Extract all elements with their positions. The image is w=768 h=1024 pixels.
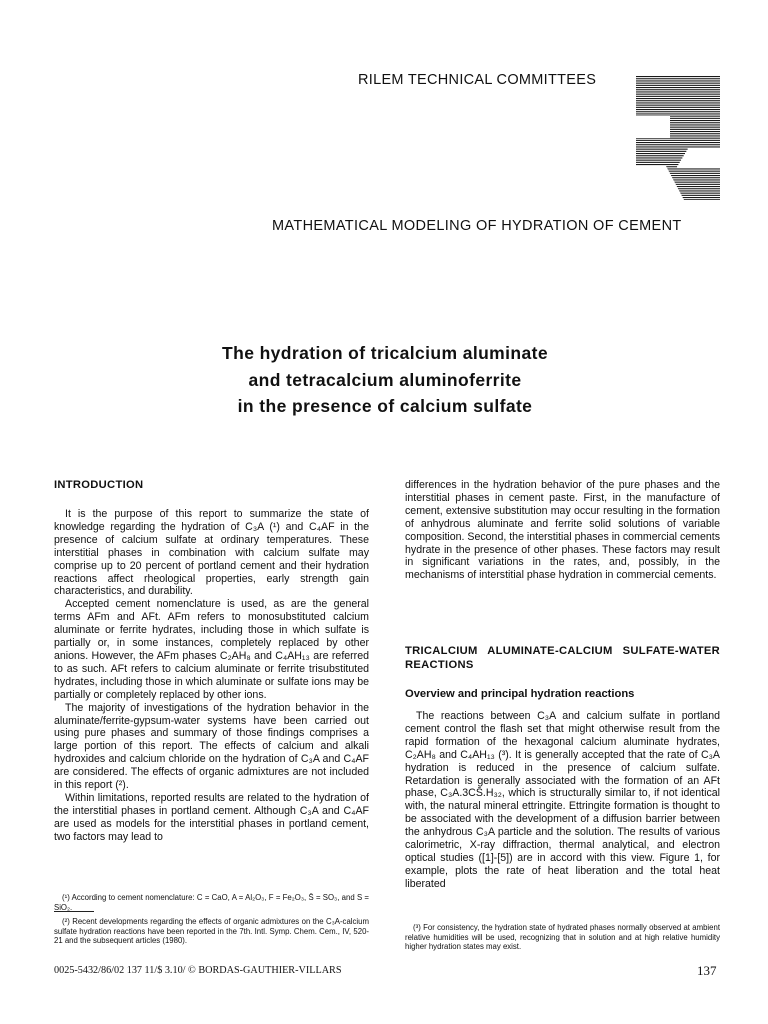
right-column-intro (405, 479, 720, 582)
right-footnotes (405, 923, 720, 952)
left-column-body (54, 508, 369, 844)
right-column-body (405, 710, 720, 891)
paragraph: The reactions between C₃A and calcium sulfate in portland cement control the flash set that might otherwise result from the rapid formation of the hexagonal calcium aluminate hydrates, C₂AH₈ and C₄AH₁₃ (³). It is generally accepted that the rate of C₃A hydration is reduced in the presence of calcium sulfate. Retardation is generally associated with the formation of an AFt phase, C₃A.3CS̄.H₃₂, which is structurally similar to, if not identical with, the natural mineral ettringite. Ettringite formation is thought to be associated with the development of a diffusion barrier between the anhydrous C₃A particle and the solution. The results of various calorimetric, X-ray diffraction, thermal analytical, and electron optical studies ([1]-[5]) are in accord with this view. Figure 1, for example, plots the rate of heat liberation and the total heat liberated (405, 710, 720, 890)
footnote-1: (¹) According to cement nomenclature: C = CaO, A = Al₂O₃, F = Fe₂O₃, S̄ = SO₃, and S = SiO₂. (54, 893, 369, 912)
paragraph: differences in the hydration behavior of the pure phases and the interstitial phases in cement paste. First, in the manufacture of cement, extensive substitution may occur resulting in the formation of anhydrous aluminate and ferrite solid solutions of variable composition. Second, the interstitial phases in commercial cements hydrate in the presence of other phases. These factors may result in significant variations in the rates, and, possibly, in the mechanisms of interstitial phase hydration in commercial cements. (405, 479, 721, 582)
section-title: MATHEMATICAL MODELING OF HYDRATION OF CEMENT (272, 218, 682, 234)
subsection-heading: Overview and principal hydration reactions (405, 688, 635, 700)
paragraph: Within limitations, reported results are related to the hydration of the interstitial phases in portland cement. Although C₃A and C₄AF are used as models for the interstitial phases in portland cement, two factors may lead to (54, 791, 369, 843)
page-number: 137 (697, 963, 717, 978)
title-line-1: The hydration of tricalcium aluminate (222, 343, 548, 363)
footnote-2: (²) Recent developments regarding the effects of organic admixtures on the C₃A-calcium sulfate hydration reactions have been reported in the 7th. Intl. Symp. Chem. Cem., IV, 520-21 and the subsequent articles (1980). (54, 917, 369, 945)
article-title (160, 340, 610, 420)
paragraph: It is the purpose of this report to summarize the state of knowledge regarding the hydration of C₃A (¹) and C₄AF in the presence of calcium sulfate at ordinary temperatures. These interstitial phases in combination with calcium sulfate may comprise up to 20 percent of portland cement and their hydration reactions affect rheological properties, early strength gain characteristics, and durability. (54, 508, 369, 598)
paragraph: The majority of investigations of the hydration behavior in the aluminate/ferrite-gypsum-water systems have been carried out using pure phases and summary of those findings comprises a large portion of this report. The effects of calcium and alkali hydroxides and calcium chloride on the hydration of C₃A and C₄AF are considered. The effects of organic admixtures are not included in this report (²). (54, 701, 369, 792)
section-heading: TRICALCIUM ALUMINATE-CALCIUM SULFATE-WATER REACTIONS (405, 645, 720, 671)
series-header: RILEM TECHNICAL COMMITTEES (358, 72, 597, 88)
introduction-heading: INTRODUCTION (54, 479, 144, 491)
paragraph: Accepted cement nomenclature is used, as are the general terms AFm and AFt. AFm refers to monosubstituted calcium aluminate or ferrite hydrates, including those in which sulfate is partially or, in some instances, completely replaced by other anions. However, the AFm phases C₂AH₈ and C₄AH₁₃ are referred to as such. AFt refers to calcium aluminate or ferrite trisubstituted hydrates, including those in which aluminate or sulfate ions may be partially or completely replaced by other ions. (54, 598, 369, 701)
left-footnotes (54, 893, 369, 946)
title-line-3: in the presence of calcium sulfate (237, 396, 533, 416)
title-line-2: and tetracalcium aluminoferrite (248, 369, 522, 390)
footnote-3: (³) For consistency, the hydration state of hydrated phases normally observed at ambient relative humidities will be used, recognizing that in solution and at high relative humidity higher hydration states may exist. (405, 923, 720, 951)
rilem-striped-logo-icon (636, 76, 720, 200)
publication-code: 0025-5432/86/02 137 11/$ 3.10/ © BORDAS-GAUTHIER-VILLARS (54, 965, 342, 976)
